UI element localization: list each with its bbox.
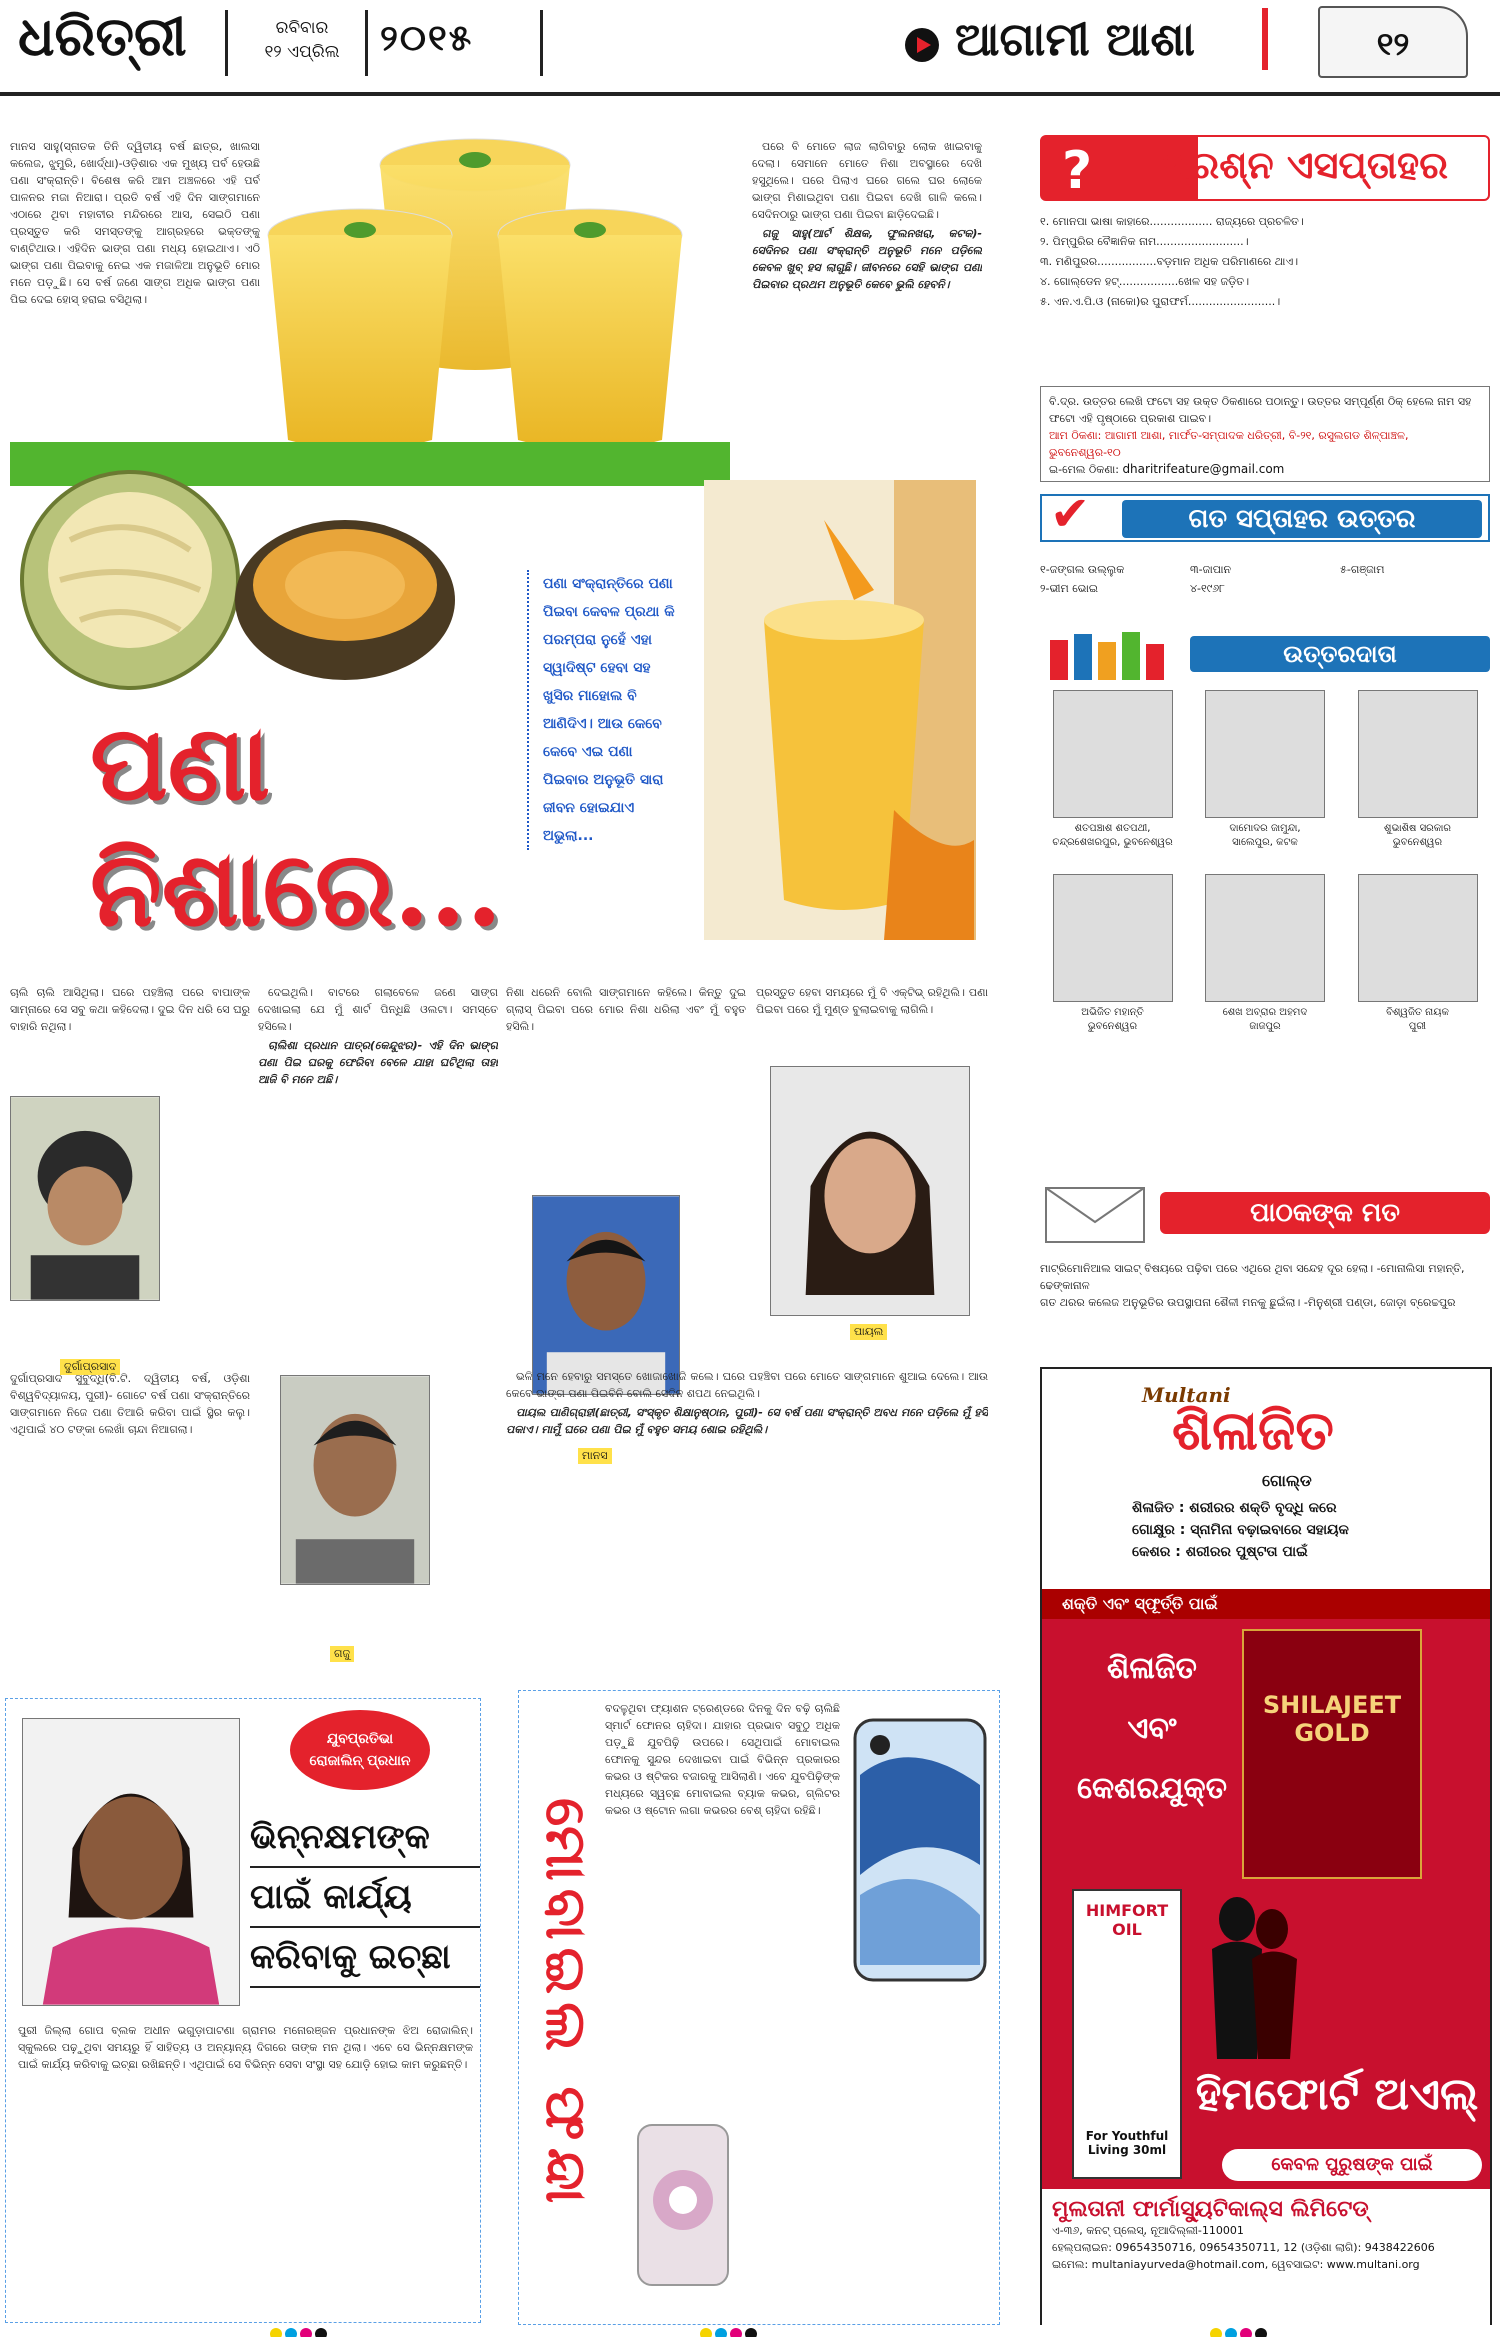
ad-web[interactable]: ଇମେଲ: multaniayurveda@hotmail.com, ୱେବସାଇଟ: www.multani.org — [1052, 2258, 1420, 2271]
article-col34-lower — [506, 1368, 988, 1678]
winner-card — [1345, 874, 1490, 1034]
mobile-vertical-title: ମୋବାଇଲ ଫନ୍ଦା — [533, 1798, 598, 2212]
ad-product-name: ଶିଳାଜିତ — [1172, 1399, 1334, 1462]
article-para: ଚାଲିଶା ପ୍ରଧାନ ପାତ୍ର(କେନ୍ଦୁଝର)- ଏହି ଦିନ ଭାଙ୍ଗ ପଣା ପିଇ ଘରକୁ ଫେରିବା ବେଳେ ଯାହା ଘଟିଥିଲା ତାହା ଆଜି ବି ମନେ ଅଛି। — [258, 1039, 498, 1086]
winner-name: ଅଭିଜିତ ମହାନ୍ତି — [1081, 1007, 1144, 1018]
color-dot — [285, 2328, 297, 2337]
article-col4-mid: ପ୍ରସ୍ତୁତ ହେବା ସମୟରେ ମୁଁ ବି ଏକ୍ଟିଭ୍ ରହିଥିଲି। ପଣା ପିଇବା ପରେ ମୁଁ ମୁଣ୍ଡ ବୁଲାଇବାକୁ ଲାଗିଲି। — [756, 986, 988, 1016]
envelope-icon — [1040, 1178, 1150, 1248]
color-dot — [745, 2328, 757, 2337]
photo-caption: ପାୟଲ — [850, 1324, 887, 1340]
profile-headline-line: ପାଇଁ କାର୍ଯ୍ୟ — [250, 1868, 480, 1928]
ad-company: ମୁଲତାନୀ ଫାର୍ମାସ୍ୟୁଟିକାଲ୍ସ ଲିମିଟେଡ୍ — [1052, 2197, 1369, 2222]
ad-left-line: ଶିଳାଜିତ — [1107, 1651, 1197, 1686]
winner-photo — [1358, 690, 1478, 818]
header-divider — [365, 10, 368, 76]
winners-banner — [1040, 630, 1490, 680]
winner-name: ଶେଖ ଅବ୍ରାର ଅହମଦ — [1222, 1007, 1308, 1018]
color-dots — [1210, 2325, 1270, 2337]
advertisement[interactable] — [1040, 1367, 1492, 2325]
ad-middle-section — [1042, 1589, 1490, 2189]
ad-product-variant: ଗୋଲ୍ଡ — [1262, 1471, 1312, 1490]
quiz-note — [1040, 386, 1490, 482]
ad-benefits — [1132, 1497, 1472, 1563]
quiz-question: ୫. ଏନ.ଏ.ପି.ଓ (ନାକୋ)ର ପୁରାଫର୍ମ.........................। — [1040, 295, 1281, 308]
couple-silhouette-icon — [1192, 1889, 1312, 2059]
winner-name: ଶତପଞ୍ଚାଶ ଶତପଥୀ, — [1074, 823, 1151, 834]
ad-only-men: କେବଳ ପୁରୁଷଙ୍କ ପାଇଁ — [1222, 2149, 1482, 2181]
readers-banner — [1040, 1178, 1490, 1248]
phone-cover-image — [850, 1715, 990, 1985]
article-col1-top: ମାନସ ସାହୁ(ସ୍ନାତକ ତିନି ଦ୍ୱିତୀୟ ବର୍ଷ ଛାତ୍ର, ଖାଲସା କଲେଜ, ଝୁମୁରି, ଖୋର୍ଦ୍ଧା)-ଓଡ଼ିଶାର ଏକ ମୁଖ୍ୟ ପର୍ବ ହେଉଛି ପଣା ସଂକ୍ରାନ୍ତି। ବିଶେଷ କରି ଆମ ଅଞ୍ଚଳରେ ଏହି ପର୍ବ ପାଳନର ମଜା ନିଆରା। ପ୍ରତି ବର୍ଷ ଏହି ଦିନ ସାଙ୍ଗମାନେ ଏଠାରେ ଥିବା ମହାବୀର ମନ୍ଦିରରେ ଆସ, ସେଇଠି ପଣା ପ୍ରସ୍ତୁତ କରି ସମସ୍ତଙ୍କୁ ଆଗ୍ରହରେ ଭକ୍ତଙ୍କୁ ବାଣ୍ଟିଥାଉ। ଏହିଦିନ ଭାଙ୍ଗ ପଣା ମଧ୍ୟ ହୋଇଥାଏ। ଏଠି ଭାଙ୍ଗ ପଣା ପିଇବାକୁ ନେଇ ଏକ ମଜାଳିଆ ଅନୁଭୂତି ମୋର ମନେ ପଡ଼ୁଛି। ସେ ବର୍ଷ ଜଣେ ସାଙ୍ଗ ଅଧିକ ଭାଙ୍ଗ ପଣା ପିଇ ଦେଇ ହୋସ୍ ହରାଇ ବସିଥିଲା। — [10, 140, 260, 306]
photo-rosalin — [22, 1718, 240, 2006]
bael-fruit-image — [10, 450, 460, 690]
masthead — [0, 0, 1500, 96]
winner-photo — [1358, 874, 1478, 1002]
article-para: ଦେଇଥିଲି। ବାଟରେ ଗଲାବେଳେ ଜଣେ ସାଙ୍ଗ ଦେଖାଇଲା ଯେ ମୁଁ ଶାର୍ଟ ପିନ୍ଧିଛି ଓଲଟା। ସମସ୍ତେ ହସିଲେ। — [258, 986, 498, 1033]
quiz-note-text: ବି.ଦ୍ର. ଉତ୍ତର ଲେଖି ଫଟୋ ସହ ଉକ୍ତ ଠିକଣାରେ ପଠାନ୍ତୁ। ଉତ୍ତର ସମ୍ପୂର୍ଣ୍ଣ ଠିକ୍ ହେଲେ ନାମ ସହ ଫଟୋ ଏହି ପୃଷ୍ଠାରେ ପ୍ରକାଶ ପାଇବ। — [1049, 395, 1472, 425]
photo-payal — [770, 1066, 970, 1316]
headline — [90, 700, 520, 952]
profile-badge-line1: ଯୁବପ୍ରତିଭା — [326, 1731, 394, 1747]
winner-card — [1040, 690, 1185, 850]
juice-glass-photo — [704, 480, 976, 940]
pull-quote: ପଣା ସଂକ୍ରାନ୍ତିରେ ପଣା ପିଇବା କେବଳ ପ୍ରଥା କି ପରମ୍ପରା ନୁହେଁ ଏହା ସ୍ୱାଦିଷ୍ଟ ହେବା ସହ ଖୁସିର ମାହୋଲ ବି ଆଣିଦିଏ। ଆଉ କେବେ କେବେ ଏଇ ପଣା ପିଇବାର ଅନୁଭୂତି ସାରା ଜୀବନ ହୋଇଯାଏ ଅଭୁଲା... — [527, 570, 677, 850]
profile-badge — [290, 1710, 430, 1790]
answer-item: ୪-୧୯୬୮ — [1190, 582, 1225, 595]
photo-gaju — [280, 1375, 430, 1585]
profile-headline-line: କରିବାକୁ ଇଚ୍ଛା — [250, 1928, 480, 1988]
reader-comment: ଗତ ଥରର କଲେଜ ଅନୁଭୂତିର ଉପସ୍ଥାପନା ଶୈଳୀ ମନକୁ ଛୁଇଁଲା। -ମିନୁଶ୍ରୀ ପଣ୍ଡା, ଜୋଡ଼ା ବ୍ରେଚ୍ଚପୁର — [1040, 1296, 1456, 1309]
article-para: ପାୟଲ ପାଣିଗ୍ରାହୀ(ଛାତ୍ରୀ, ସଂସ୍କୃତ ଶିକ୍ଷାନୁଷ୍ଠାନ, ପୁରୀ)- ସେ ବର୍ଷ ପଣା ସଂକ୍ରାନ୍ତି ଅବଧ ମନେ ପଡ଼ିଲେ ମୁଁ ହସି ପକାଏ। ମାମୁଁ ଘରେ ପଣା ପିଇ ମୁଁ ବହୁତ ସମୟ ଶୋଇ ରହିଥିଲି। — [506, 1406, 988, 1436]
winner-card — [1193, 874, 1338, 1034]
winner-place: ପୁରୀ — [1408, 1021, 1427, 1032]
play-icon — [905, 28, 939, 62]
color-dot — [700, 2328, 712, 2337]
ad-benefit: ଗୋକ୍ଷୁର : ସ୍ନାମିନା ବଢ଼ାଇବାରେ ସହାୟକ — [1132, 1522, 1349, 1538]
ad-strip: ଶକ୍ତି ଏବଂ ସ୍ଫୂର୍ତ୍ତି ପାଇଁ — [1042, 1589, 1490, 1619]
quiz-title: ପ୍ରଶ୍ନ ଏସପ୍ତାହର — [1162, 143, 1448, 187]
ad-left-line: ଏବଂ — [1127, 1711, 1177, 1746]
ad-phones: ହେଲ୍ପଲାଇନ: 09654350716, 09654350711, 12 (ଓଡ଼ିଶା ଲାଗି): 9438422606 — [1052, 2241, 1435, 2254]
header-date-text: ୧୨ ଏପ୍ରିଲ — [264, 42, 340, 62]
profile-body: ପୁରୀ ଜିଲ୍ଲା ଗୋପ ବ୍ଲକ ଅଧୀନ ଭଗୁଡ଼ାପାଟଣା ଗ୍ରାମର ମନୋରଞ୍ଜନ ପ୍ରଧାନଙ୍କ ଝିଅ ରୋଜାଲିନ୍। ସ୍କୁଲରେ ପଢ଼ୁଥିବା ସମୟରୁ ହିଁ ସାହିତ୍ୟ ଓ ଅନ୍ୟାନ୍ୟ ଦିଗରେ ତାଙ୍କ ମନ ଥିଲା। ଏବେ ସେ ଭିନ୍ନକ୍ଷମଙ୍କ ପାଇଁ କାର୍ଯ୍ୟ କରିବାକୁ ଇଚ୍ଛା ରଖିଛନ୍ତି। ଏଥିପାଇଁ ସେ ବିଭିନ୍ନ ସେବା ସଂସ୍ଥା ସହ ଯୋଡ଼ି ହୋଇ କାମ କରୁଛନ୍ତି। — [18, 2024, 473, 2071]
question-mark-icon: ? — [1062, 141, 1093, 201]
winner-name: ଶୁଭାଶିଷ ସରକାର — [1384, 823, 1451, 834]
ad-left-line: କେଶରଯୁକ୍ତ — [1076, 1771, 1228, 1806]
quiz-email[interactable]: dharitrifeature@gmail.com — [1122, 462, 1285, 476]
header-red-bar — [1262, 8, 1268, 70]
winner-place: ଚନ୍ଦ୍ରଶେଖରପୁର, ଭୁବନେଶ୍ୱର — [1052, 837, 1173, 848]
header-divider — [540, 10, 543, 76]
caption-payal — [850, 1320, 887, 1340]
color-dot — [1240, 2328, 1252, 2337]
color-dot — [1210, 2328, 1222, 2337]
winner-photo — [1053, 690, 1173, 818]
newspaper-brand: ଧରିତ୍ରୀ — [18, 4, 187, 68]
headline-line1: ପଣା — [90, 701, 271, 824]
quiz-banner — [1040, 135, 1490, 201]
color-dots — [270, 2325, 330, 2337]
header-day: ରବିବାର — [275, 18, 329, 38]
winner-name: ବିଶ୍ୱଜିତ ନାୟକ — [1386, 1007, 1449, 1018]
article-col1-mid: ଚାଲି ଚାଲି ଆସିଥିଲା। ଘରେ ପହଞ୍ଚିଲା ପରେ ବାପାଙ୍କ ସାମ୍ନାରେ ସେ ସବୁ କଥା କହିଦେଲା। ଦୁଇ ଦିନ ଧରି ସେ ଘରୁ ବାହାରି ନଥିଲା। — [10, 986, 250, 1033]
answer-item: ୧-ଜଙ୍ଗଲ ଉଲ୍ଲୁକ — [1040, 563, 1125, 576]
quiz-question: ୪. ଗୋଲ୍ଡେନ ହଟ୍.................ଖେଳ ସହ ଜଡ଼ିତ। — [1040, 275, 1250, 288]
quiz-question: ୩. ମଣିପୁରର.................ବଡ଼ମାନ ଅଧିକ ପରିମାଣରେ ଥାଏ। — [1040, 255, 1299, 268]
answers-banner — [1040, 486, 1490, 542]
answer-item: ୨-ଭୀମ ଭୋଇ — [1040, 582, 1099, 595]
article-para: ପରେ ବି ମୋତେ ଲାଜ ଲାଗିବାରୁ ଲୋକ ଖାଇବାକୁ ଦେଲା। ସେମାନେ ମୋତେ ନିଶା ଅବସ୍ଥାରେ ଦେଖି ହସୁଥିଲେ। ପରେ ପିଲାଏ ଘରେ ଗଲେ ଘର ଲୋକେ ଭାଙ୍ଗ ମିଶାଇଥିବା ପଣା ପିଇବା ଦେଖି ଗାଳି କଲେ। ସେଦିନଠାରୁ ଭାଙ୍ଗ ପଣା ପିଇବା ଛାଡ଼ିଦେଇଛି। — [752, 140, 982, 221]
answers-title: ଗତ ସପ୍ତାହର ଉତ୍ତର — [1122, 500, 1482, 538]
ad-bottom-section — [1042, 2189, 1490, 2325]
header-year: ୨୦୧୫ — [380, 18, 474, 59]
quiz-question: ୧. ମୋନପା ଭାଷା କାହାରେ.................. ରାଜ୍ୟରେ ପ୍ରଚଳିତ। — [1040, 215, 1304, 228]
profile-headline-line: ଭିନ୍ନକ୍ଷମଙ୍କ — [250, 1808, 480, 1868]
ad-himfort-label: HIMFORT OIL — [1085, 1901, 1169, 1939]
ad-youthful-label: For Youthful Living 30ml — [1085, 2129, 1169, 2157]
color-dot — [315, 2328, 327, 2337]
ad-himfort-name: ହିମଫୋର୍ଟ ଅଏଲ୍ — [1195, 2069, 1479, 2120]
person-avatar — [11, 1097, 159, 1300]
ad-himfort-bottle — [1072, 1889, 1182, 2179]
print-registration-marks — [0, 2325, 1500, 2337]
color-dots — [700, 2325, 760, 2337]
color-dot — [715, 2328, 727, 2337]
readers-comments — [1040, 1260, 1490, 1311]
jeweled-phone-image — [618, 2120, 748, 2290]
ad-product-box: SHILAJEET GOLD — [1242, 1629, 1422, 1879]
winner-place: ଭୁବନେଶ୍ୱର — [1392, 837, 1443, 848]
winners-grid — [1040, 690, 1490, 1034]
quiz-email-label: ଇ-ମେଲ ଠିକଣା: — [1049, 463, 1119, 476]
color-dot — [300, 2328, 312, 2337]
person-avatar — [23, 1719, 239, 2005]
winner-card — [1193, 690, 1338, 850]
winner-place: ସାଲେପୁର, କଟକ — [1232, 837, 1298, 848]
article-col1-lower: ଦୁର୍ଗାପ୍ରସାଦ ସୁବୁଦ୍ଧି(ବି.ଟି. ଦ୍ୱିତୀୟ ବର୍ଷ, ଓଡ଼ିଶା ବିଶ୍ୱବିଦ୍ୟାଳୟ, ପୁରୀ)- ଗୋଟେ ବର୍ଷ ପଣା ସଂକ୍ରାନ୍ତିରେ ସାଙ୍ଗମାନେ ନିଜେ ପଣା ତିଆରି କରିବା ପାଇଁ ସ୍ଥିର କଲୁ। ଏଥିପାଇଁ ୪୦ ଟଙ୍କା ଲେଖାଁ ଚାନ୍ଦା ନିଆଗଲା। — [10, 1372, 250, 1436]
page-number: ୧୨ — [1318, 6, 1468, 78]
color-dot — [1225, 2328, 1237, 2337]
photo-caption: ଦୁର୍ଗାପ୍ରସାଦ — [60, 1359, 120, 1375]
section-title: ଆଗାମୀ ଆଶା — [955, 12, 1196, 66]
person-avatar — [281, 1376, 429, 1584]
photo-caption: ମାନସ — [578, 1448, 612, 1464]
photo-durgaprasad — [10, 1096, 160, 1301]
ad-left-text — [1062, 1639, 1242, 1819]
winner-place: ଜାଜପୁର — [1249, 1021, 1281, 1032]
winner-photo — [1053, 874, 1173, 1002]
person-avatar — [771, 1067, 969, 1315]
quiz-address: ଆମ ଠିକଣା: ଆଗାମୀ ଆଶା, ମାର୍ଫତ-ସମ୍ପାଦକ ଧରିତ୍ରୀ, ବି-୨୧, ରସୁଲଗଡ ଶିଳ୍ପାଞ୍ଚଳ, ଭୁବନେଶ୍ୱର-୧୦ — [1049, 429, 1409, 459]
raised-hands-icon — [1040, 630, 1190, 680]
quiz-questions — [1040, 212, 1490, 312]
header-date — [252, 16, 352, 64]
juice-glasses-image — [260, 130, 690, 460]
color-dot — [270, 2328, 282, 2337]
winners-title: ଉତ୍ତରଦାତା — [1190, 636, 1490, 672]
checkmark-icon: ✔ — [1050, 486, 1091, 542]
answer-item: ୫-ଗଞ୍ଜାମ — [1340, 563, 1385, 576]
quiz-question: ୨. ପିମ୍ପୁରିର ବୈଜ୍ଞାନିକ ନାମ.........................। — [1040, 235, 1249, 248]
headline-line2: ନିଶାରେ... — [90, 827, 503, 950]
person-avatar — [533, 1196, 679, 1394]
article-para: ଭଳି ମନେ ହେବାରୁ ସମସ୍ତେ ଖୋଜାଖୋଜି କଲେ। ଘରେ ପହଞ୍ଚିବା ପରେ ମୋତେ ସାଙ୍ଗମାନେ ଶୁଆଇ ଦେଲେ। ଆଉ କେବେ ଭାଙ୍ଗ ପଣା ପିଇବିନି ବୋଲି ସେଦିନ ଶପଥ ନେଇଥିଲି। — [506, 1370, 988, 1400]
winner-card — [1345, 690, 1490, 850]
ad-benefit: କେଶର : ଶରୀରର ପୁଷ୍ଟତା ପାଇଁ — [1132, 1544, 1308, 1560]
caption-gaju — [330, 1642, 354, 1662]
article-para: ଗଜୁ ସାହୁ(ଆର୍ଟ ଶିକ୍ଷକ, ଫୁଲନଖରା, କଟକ)- ସେଦିନର ପଣା ସଂକ୍ରାନ୍ତି ଅନୁଭୂତି ମନେ ପଡ଼ିଲେ କେବଳ ଖୁବ୍ ହସ ଲାଗୁଛି। ଜୀବନରେ ସେହି ଭାଙ୍ଗ ପଣା ପିଇବାର ପ୍ରଥମ ଅନୁଭୂତି କେବେ ଭୁଲି ହେବନି। — [752, 227, 982, 291]
article-col2-mid — [258, 984, 498, 1194]
photo-caption: ଗଜୁ — [330, 1646, 354, 1662]
ad-address: ଏ-୩୬, କନଟ୍ ପ୍ଲେସ୍, ନୂଆଦିଲ୍ଲୀ-110001 — [1052, 2224, 1244, 2237]
color-dot — [730, 2328, 742, 2337]
color-dot — [1255, 2328, 1267, 2337]
winner-photo — [1205, 874, 1325, 1002]
reader-comment: ମାଟ୍ରିମୋନିଆଲ ସାଇଟ୍ ବିଷୟରେ ପଢ଼ିବା ପରେ ଏଥିରେ ଥିବା ସନ୍ଦେହ ଦୂର ହେଲା। -ମୋନାଲିସା ମହାନ୍ତି, ଢେଙ୍କାନାଳ — [1040, 1262, 1465, 1292]
header-divider — [225, 10, 228, 76]
profile-headline — [250, 1808, 480, 1988]
article-col3-mid: ନିଶା ଧରେନି ବୋଲି ସାଙ୍ଗମାନେ କହିଲେ। କିନ୍ତୁ ଦୁଇ ଗ୍ଲାସ୍ ପିଇବା ପରେ ମୋର ନିଶା ଧରିଲା ଏବଂ ମୁଁ ବହୁତ ହସିଲି। — [506, 986, 746, 1033]
photo-manas — [532, 1195, 680, 1395]
winner-card — [1040, 874, 1185, 1034]
ad-brand: Multani — [1142, 1383, 1231, 1407]
mobile-body: ବଦଳୁଥିବା ଫ୍ୟାଶନ ଟ୍ରେଣ୍ଡରେ ଦିନକୁ ଦିନ ବଢ଼ି ଚାଲିଛି ସ୍ମାର୍ଟ ଫୋନର ଚାହିଦା। ଯାହାର ପ୍ରଭାବ ସବୁଠୁ ଅଧିକ ପଡ଼ୁଛି ଯୁବପିଢ଼ି ଉପରେ। ସେଥିପାଇଁ ମୋବାଇଲ ଫୋନକୁ ସୁନ୍ଦର ଦେଖାଇବା ପାଇଁ ବିଭିନ୍ନ ପ୍ରକାରର କଭର ଓ ଷ୍ଟିକର ବଜାରକୁ ଆସିଲାଣି। ଏବେ ଯୁବପିଢ଼ିଙ୍କ ମଧ୍ୟରେ ସ୍ୱଚ୍ଛ ମୋବାଇଲ ବ୍ୟାକ କଭର, ଗ୍ଲିଟର କଭର ଓ ଷ୍ଟୋନ ଲଗା କଭରର ବେଶ୍ ଚାହିଦା ରହିଛି। — [605, 1702, 840, 1817]
profile-badge-line2: ରୋଜାଲିନ୍ ପ୍ରଧାନ — [309, 1753, 411, 1769]
article-col3-top — [752, 138, 982, 460]
ad-benefit: ଶିଳାଜିତ : ଶରୀରର ଶକ୍ତି ବୃଦ୍ଧି କରେ — [1132, 1500, 1337, 1516]
winner-photo — [1205, 690, 1325, 818]
winner-name: ଦାମୋଦର ଜାମୁନ୍ଦା, — [1229, 823, 1301, 834]
ad-top-section — [1042, 1369, 1490, 1589]
readers-title: ପାଠକଙ୍କ ମତ — [1160, 1192, 1490, 1234]
answers-list — [1040, 560, 1490, 598]
answer-item: ୩-ଜାପାନ — [1190, 563, 1232, 576]
winner-place: ଭୁବନେଶ୍ୱର — [1087, 1021, 1138, 1032]
